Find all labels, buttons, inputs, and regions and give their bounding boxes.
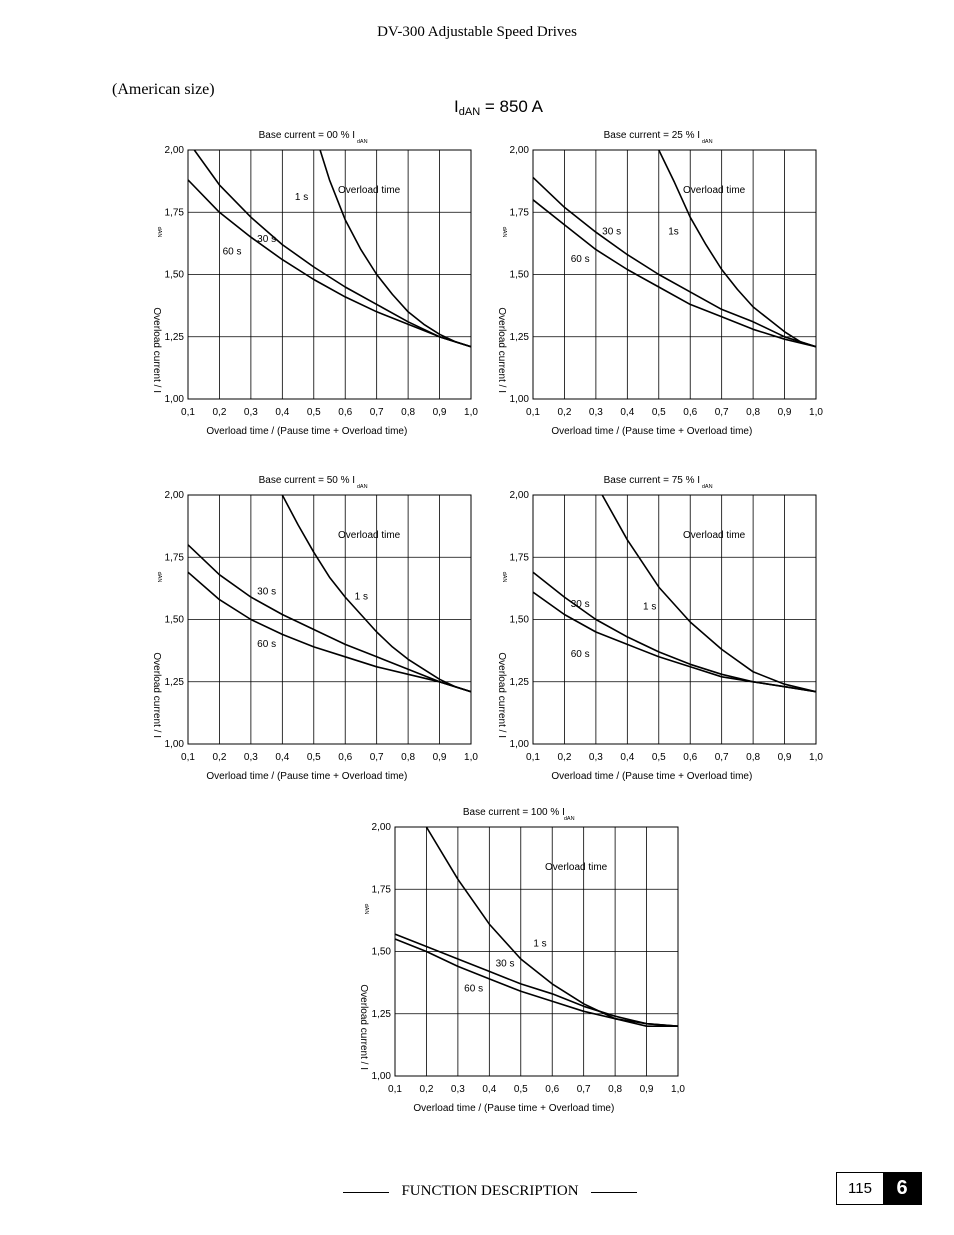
y-tick-label: 1,00 [509, 394, 529, 405]
y-tick-label: 1,25 [509, 676, 529, 688]
chart-title: Base current = 50 % I [258, 475, 356, 486]
x-axis-label: Overload time / (Pause time + Overload time) [413, 1103, 615, 1114]
x-tick-label: 0,7 [714, 407, 729, 418]
x-tick-label: 0,4 [275, 752, 290, 763]
series-line-60-s [188, 572, 471, 692]
y-tick-label: 2,00 [164, 145, 184, 156]
x-tick-label: 1,0 [464, 407, 478, 418]
y-tick-label: 1,50 [164, 614, 184, 626]
chart-title-subscript: dAN [563, 816, 575, 822]
chart-title-subscript: dAN [356, 139, 368, 145]
x-tick-label: 0,2 [212, 752, 227, 763]
x-tick-label: 0,6 [683, 752, 698, 763]
x-tick-label: 0,1 [526, 752, 540, 763]
x-tick-label: 0,7 [369, 752, 384, 763]
y-axis-label-subscript: dAN [156, 226, 162, 238]
x-tick-label: 0,8 [746, 752, 761, 763]
series-label-30-s: 30 s [495, 958, 515, 970]
x-tick-label: 0,1 [388, 1084, 402, 1095]
x-tick-label: 0,8 [746, 407, 761, 418]
x-tick-label: 0,6 [338, 407, 353, 418]
document-title: DV-300 Adjustable Speed Drives [377, 24, 577, 40]
y-tick-label: 1,75 [164, 207, 184, 219]
y-axis-label-subscript: dAN [156, 571, 162, 583]
rated-current [454, 97, 543, 118]
x-tick-label: 0,5 [306, 752, 321, 763]
x-tick-label: 1,0 [671, 1084, 685, 1095]
x-tick-label: 0,1 [181, 407, 195, 418]
x-tick-label: 0,5 [306, 407, 321, 418]
page-number: 115 [848, 1180, 872, 1197]
x-axis-label: Overload time / (Pause time + Overload time) [551, 426, 753, 437]
x-axis-label: Overload time / (Pause time + Overload time) [206, 426, 408, 437]
series-label-30-s: 30 s [570, 599, 590, 611]
x-axis-label: Overload time / (Pause time + Overload time) [551, 771, 753, 782]
rated-current-value: = 850 A [480, 97, 544, 116]
chart-title-subscript: dAN [701, 139, 713, 145]
x-tick-label: 0,1 [181, 752, 195, 763]
overload-chart-base-50 [150, 473, 490, 785]
x-tick-label: 0,9 [432, 752, 447, 763]
overload-time-annotation: Overload time [337, 530, 401, 541]
x-tick-label: 0,3 [588, 752, 603, 763]
x-tick-label: 0,1 [526, 407, 540, 418]
series-label-60-s: 60 s [257, 638, 277, 650]
x-tick-label: 0,2 [557, 407, 572, 418]
x-tick-label: 0,4 [482, 1084, 497, 1095]
y-axis-label: Overload current / I [358, 984, 369, 1070]
rated-current-symbol: I [454, 97, 459, 116]
y-tick-label: 1,75 [371, 884, 391, 896]
y-axis-label-subscript: dAN [363, 903, 369, 915]
y-axis-label: Overload current / I [151, 307, 162, 393]
series-line-30-s [533, 572, 816, 692]
chart-title: Base current = 25 % I [603, 130, 701, 141]
x-tick-label: 0,4 [620, 407, 635, 418]
series-line-60-s [395, 939, 678, 1026]
y-tick-label: 1,50 [371, 946, 391, 958]
y-tick-label: 2,00 [371, 822, 391, 833]
chart-title-subscript: dAN [701, 484, 713, 490]
y-axis-label-subscript: dAN [501, 226, 507, 238]
x-tick-label: 0,7 [369, 407, 384, 418]
overload-time-annotation: Overload time [337, 185, 401, 196]
x-tick-label: 0,4 [275, 407, 290, 418]
series-label-30-s: 30 s [257, 586, 277, 598]
x-tick-label: 0,3 [588, 407, 603, 418]
y-tick-label: 1,00 [164, 394, 184, 405]
overload-chart-base-25 [495, 128, 835, 440]
series-label-60-s: 60 s [570, 254, 590, 266]
x-tick-label: 0,4 [620, 752, 635, 763]
x-tick-label: 0,9 [777, 407, 792, 418]
overload-chart-base-100 [357, 805, 697, 1117]
y-tick-label: 1,00 [509, 739, 529, 750]
y-tick-label: 2,00 [509, 490, 529, 501]
y-tick-label: 2,00 [164, 490, 184, 501]
x-tick-label: 0,8 [401, 752, 416, 763]
x-axis-label: Overload time / (Pause time + Overload time) [206, 771, 408, 782]
x-tick-label: 0,2 [212, 407, 227, 418]
overload-time-annotation: Overload time [682, 185, 746, 196]
y-axis-label: Overload current / I [151, 652, 162, 738]
series-label-30-s: 30 s [602, 226, 622, 238]
x-tick-label: 0,8 [608, 1084, 623, 1095]
overload-chart-base-75 [495, 473, 835, 785]
series-label-30-s: 30 s [257, 234, 277, 246]
x-tick-label: 0,6 [338, 752, 353, 763]
x-tick-label: 0,5 [513, 1084, 528, 1095]
x-tick-label: 0,3 [243, 752, 258, 763]
y-tick-label: 1,50 [164, 269, 184, 281]
footer-section-title: FUNCTION DESCRIPTION [401, 1183, 579, 1199]
size-label: (American size) [112, 81, 215, 98]
series-line-60-s [188, 180, 471, 347]
y-tick-label: 1,00 [371, 1071, 391, 1082]
x-tick-label: 0,9 [777, 752, 792, 763]
series-line-60-s [533, 200, 816, 347]
chapter-number: 6 [883, 1173, 921, 1204]
x-tick-label: 1,0 [809, 407, 823, 418]
chart-title: Base current = 100 % I [462, 807, 565, 818]
series-label-1-s: 1 s [533, 938, 547, 950]
x-tick-label: 0,6 [683, 407, 698, 418]
y-tick-label: 1,25 [164, 331, 184, 343]
y-tick-label: 1,75 [164, 552, 184, 564]
x-tick-label: 0,3 [450, 1084, 465, 1095]
series-label-60-s: 60 s [464, 983, 484, 995]
y-axis-label: Overload current / I [496, 307, 507, 393]
x-tick-label: 0,6 [545, 1084, 560, 1095]
y-tick-label: 1,75 [509, 552, 529, 564]
x-tick-label: 0,2 [419, 1084, 434, 1095]
page-number-box [836, 1172, 922, 1205]
rated-current-subscript: dAN [458, 106, 481, 118]
series-line-1-s [320, 150, 471, 347]
x-tick-label: 0,3 [243, 407, 258, 418]
footer-rule-right [591, 1192, 637, 1193]
y-tick-label: 1,25 [164, 676, 184, 688]
y-tick-label: 1,25 [371, 1008, 391, 1020]
series-line-1s [659, 150, 816, 347]
x-tick-label: 0,7 [714, 752, 729, 763]
series-label-1s: 1s [668, 226, 679, 238]
chart-title: Base current = 75 % I [603, 475, 701, 486]
y-tick-label: 1,75 [509, 207, 529, 219]
x-tick-label: 0,8 [401, 407, 416, 418]
y-tick-label: 1,00 [164, 739, 184, 750]
y-tick-label: 1,50 [509, 614, 529, 626]
y-tick-label: 1,25 [509, 331, 529, 343]
overload-time-annotation: Overload time [682, 530, 746, 541]
y-axis-label: Overload current / I [496, 652, 507, 738]
series-line-30-s [188, 545, 471, 692]
x-tick-label: 1,0 [809, 752, 823, 763]
x-tick-label: 0,5 [651, 407, 666, 418]
x-tick-label: 0,9 [639, 1084, 654, 1095]
y-tick-label: 1,50 [509, 269, 529, 281]
x-tick-label: 0,2 [557, 752, 572, 763]
chart-title-subscript: dAN [356, 484, 368, 490]
series-label-1-s: 1 s [354, 591, 368, 603]
x-tick-label: 1,0 [464, 752, 478, 763]
chart-title: Base current = 00 % I [258, 130, 356, 141]
footer [343, 1183, 637, 1201]
x-tick-label: 0,7 [576, 1084, 591, 1095]
y-axis-label-subscript: dAN [501, 571, 507, 583]
series-label-60-s: 60 s [570, 648, 590, 660]
series-label-1-s: 1 s [643, 601, 657, 613]
series-line-1-s [602, 495, 816, 692]
footer-rule-left [343, 1192, 389, 1193]
x-tick-label: 0,9 [432, 407, 447, 418]
x-tick-label: 0,5 [651, 752, 666, 763]
series-label-1-s: 1 s [294, 191, 309, 203]
series-label-60-s: 60 s [222, 246, 242, 258]
overload-chart-base-0 [150, 128, 490, 440]
overload-time-annotation: Overload time [544, 862, 608, 873]
y-tick-label: 2,00 [509, 145, 529, 156]
